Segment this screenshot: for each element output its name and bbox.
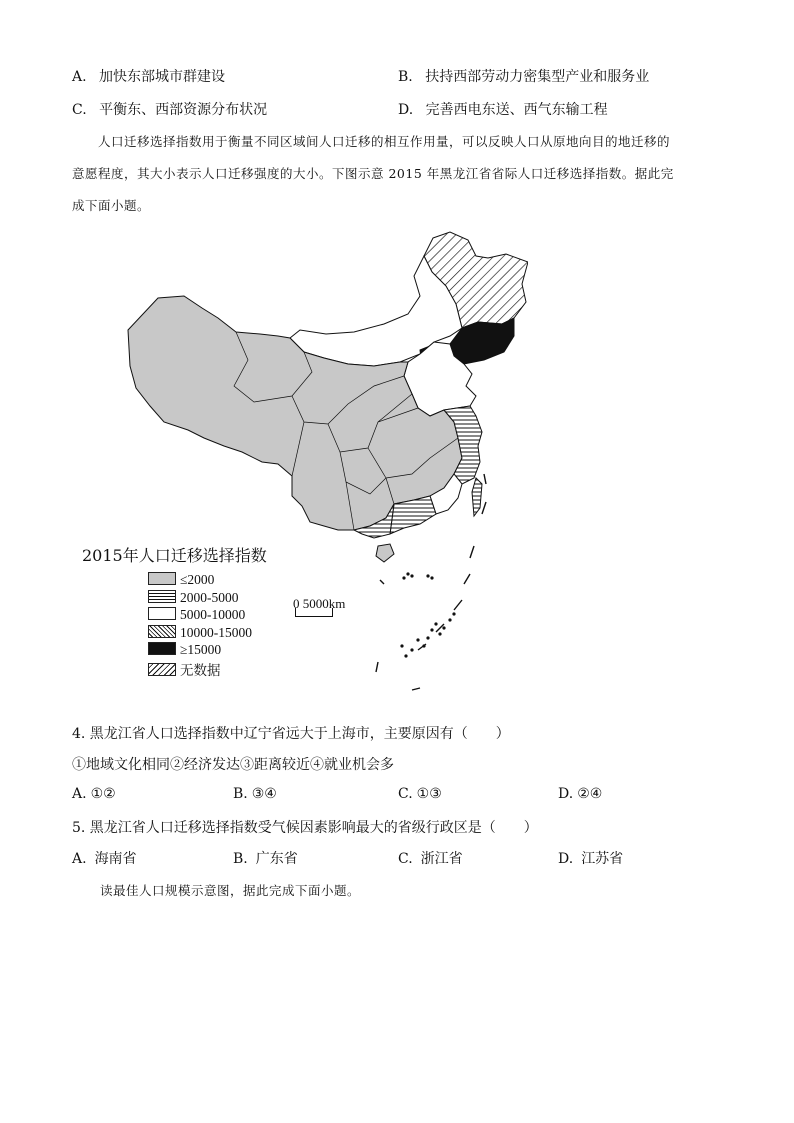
legend-swatch-black [148,642,176,655]
option-a: A. 加快东部城市群建设 [72,69,226,85]
legend-item-gray: ≤2000 [148,572,214,588]
intro-line-2: 意愿程度，其大小表示人口迁移强度的大小。下图示意 2015 年黑龙江省省际人口迁移选择指数。据此完 [72,166,674,181]
legend-item-diag: 无数据 [148,659,221,679]
option-d: D. 完善西电东送、西气东输工程 [398,102,608,118]
q4-option-c: C. ①③ [398,786,442,802]
q4-option-d: D. ②④ [558,786,603,802]
q5-option-a: A. 海南省 [72,851,137,867]
scale-label: 0 5000km [293,596,346,611]
legend-item-white: 5000-10000 [148,607,245,623]
legend-swatch-white [148,607,176,620]
legend-swatch-hlines [148,590,176,603]
q5-option-b: B. 广东省 [233,851,298,867]
q5-stem: 5. 黑龙江省人口迁移选择指数受气候因素影响最大的省级行政区是（ ） [72,820,538,836]
q4-option-a: A. ①② [72,786,116,802]
next-intro: 读最佳人口规模示意图，据此完成下面小题。 [100,883,361,898]
legend-swatch-diag [148,663,176,676]
legend-title: 2015年人口迁移选择指数 [82,546,267,565]
legend-swatch-gray [148,572,176,585]
region-hainan [376,544,394,562]
q4-option-b: B. ③④ [233,786,277,802]
q5-option-d: D. 江苏省 [558,851,624,867]
legend-swatch-cross [148,625,176,638]
option-c: C. 平衡东、西部资源分布状况 [72,102,268,118]
intro-line-3: 成下面小题。 [72,198,151,213]
legend-item-hlines: 2000-5000 [148,590,239,606]
scale-bar [295,608,333,617]
q4-stem: 4. 黑龙江省人口选择指数中辽宁省远大于上海市，主要原因有（ ） [72,726,510,742]
legend-item-black: ≥15000 [148,642,221,658]
intro-line-1: 人口迁移选择指数用于衡量不同区域间人口迁移的相互作用量，可以反映人口从原地向目的地迁移的 [98,134,671,149]
region-taiwan [472,478,482,516]
q4-statements: ①地域文化相同②经济发达③距离较近④就业机会多 [72,757,394,773]
china-migration-map [78,226,528,701]
legend-item-cross: 10000-15000 [148,625,252,641]
option-b: B. 扶持西部劳动力密集型产业和服务业 [398,69,650,85]
q5-option-c: C. 浙江省 [398,851,463,867]
